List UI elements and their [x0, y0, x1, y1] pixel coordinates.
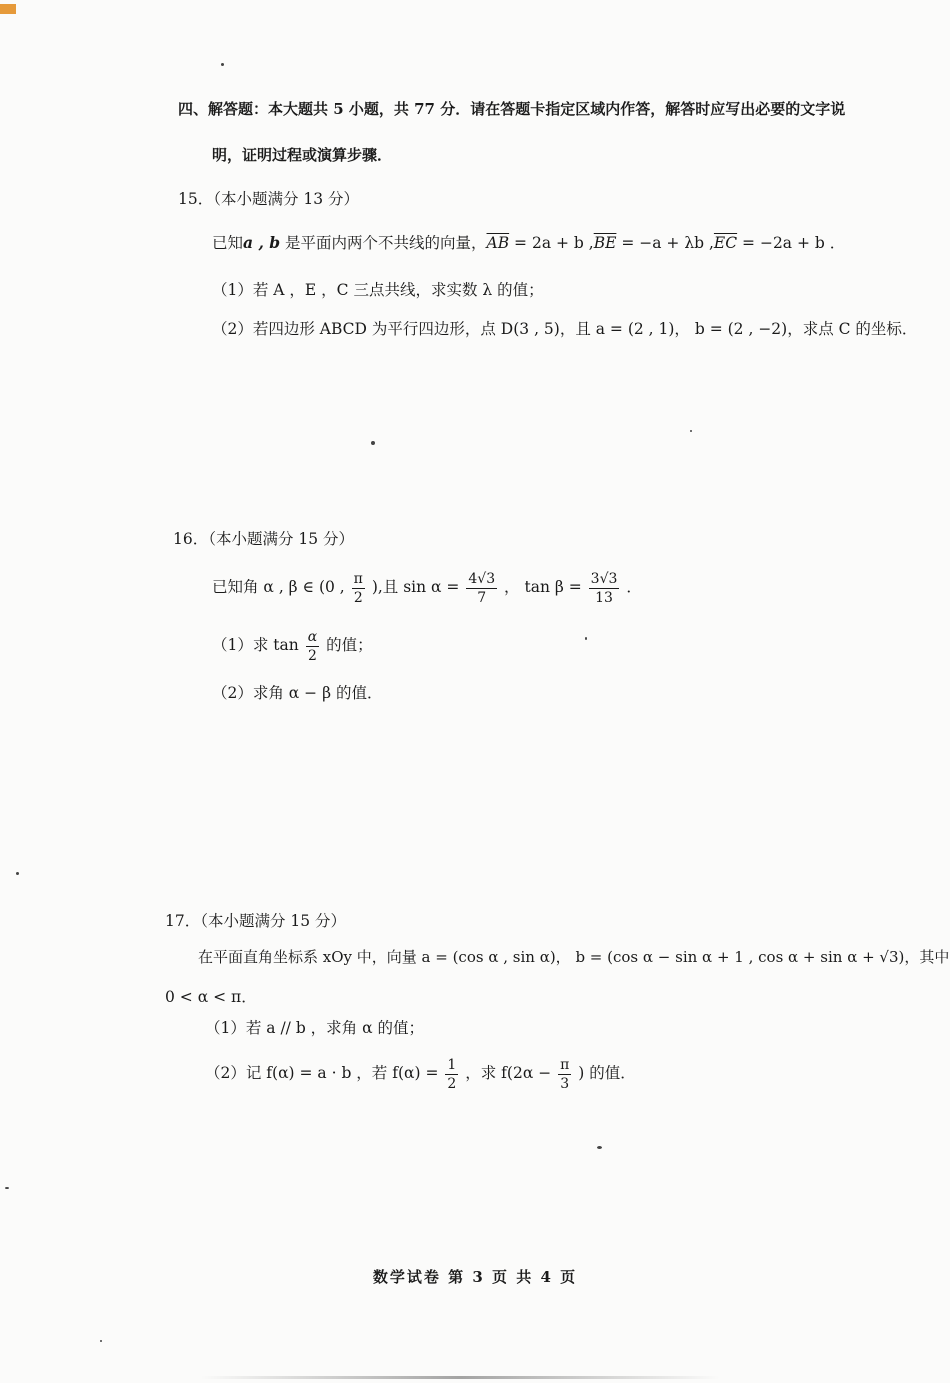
q15-statement	[212, 232, 845, 254]
q16-statement	[212, 562, 642, 612]
q15-eq: = 2a + b ,	[509, 234, 594, 252]
page-footer: 数学试卷 第 3 页 共 4 页	[372, 1268, 578, 1286]
q17-part2-text: ，求 f(2α −	[465, 1064, 552, 1082]
vector-BE: $\overline{BE}$	[593, 234, 617, 252]
q15-part1: （1）若 A ，E ，C 三点共线，求实数 λ 的值；	[212, 281, 544, 299]
section-heading-cont: 明，证明过程或演算步骤．	[212, 146, 393, 164]
scan-speck	[597, 1146, 602, 1149]
q15-eq: = −2a + b ．	[737, 234, 846, 252]
q17-part1: （1）若 a // b ，求角 α 的值；	[205, 1019, 424, 1037]
q17-statement: 在平面直角坐标系 xOy 中，向量 a = (cos α , sin α)， b = (cos α − sin α + 1 , cos α + sin α + √3)，其中	[198, 948, 950, 966]
q16-text: ．	[626, 578, 642, 596]
q15-vectors: a , b	[243, 233, 281, 252]
q15-text: 已知	[212, 234, 244, 252]
q15-text: 是平面内两个不共线的向量，	[280, 234, 487, 252]
vector-EC: $\overline{EC}$	[713, 234, 738, 252]
vector-AB: $\overline{AB}$	[486, 234, 510, 252]
q16-part2: （2）求角 α − β 的值．	[212, 684, 383, 702]
fraction-one-half: $\frac{1}{2}$	[447, 1056, 457, 1092]
q17-part2-text: ) 的值．	[578, 1064, 636, 1082]
q16-text: ),且 sin α =	[371, 578, 460, 596]
fraction-tan-beta: $\frac{3√3}{13}$	[590, 570, 618, 606]
fraction-sin-alpha: $\frac{4√3}{7}$	[468, 570, 496, 606]
fraction-pi-over-3: $\frac{\pi}{3}$	[560, 1056, 570, 1092]
q15-heading: 15．（本小题满分 13 分）	[178, 190, 360, 208]
scan-speck	[371, 441, 375, 445]
q16-heading: 16．（本小题满分 15 分）	[173, 530, 355, 548]
q16-text: 已知角 α , β ∈ (0 ,	[212, 578, 345, 596]
q17-part2-text: （2）记 f(α) = a · b ，若 f(α) =	[205, 1064, 439, 1082]
q17-heading: 17．（本小题满分 15 分）	[165, 912, 347, 930]
scan-speck	[16, 872, 19, 875]
q15-eq: = −a + λb ,	[616, 234, 714, 252]
q16-part1-text: （1）求 tan	[212, 636, 299, 654]
q16-text: ， tan β =	[504, 578, 582, 596]
scan-speck	[585, 637, 587, 640]
scan-speck	[5, 1187, 9, 1189]
scan-speck	[221, 63, 224, 66]
q16-part1-text: 的值；	[326, 636, 373, 654]
scan-corner-mark	[0, 4, 16, 14]
q16-part1	[212, 622, 373, 668]
scan-edge-line	[200, 1376, 720, 1379]
fraction-alpha-over-2: $\frac{\alpha}{2}$	[307, 628, 318, 664]
section-heading: 四、解答题：本大题共 5 小题，共 77 分．请在答题卡指定区域内作答，解答时应写出必要的文字说	[178, 100, 846, 118]
q15-part2: （2）若四边形 ABCD 为平行四边形，点 D(3 , 5)，且 a = (2 , 1)， b = (2 , −2)，求点 C 的坐标．	[212, 320, 918, 338]
fraction-pi-over-2: $\frac{\pi}{2}$	[353, 570, 363, 606]
q17-statement-cont: 0 < α < π．	[165, 988, 257, 1006]
q17-part2	[205, 1050, 636, 1096]
scan-speck	[100, 1340, 102, 1342]
scan-speck	[690, 430, 692, 432]
